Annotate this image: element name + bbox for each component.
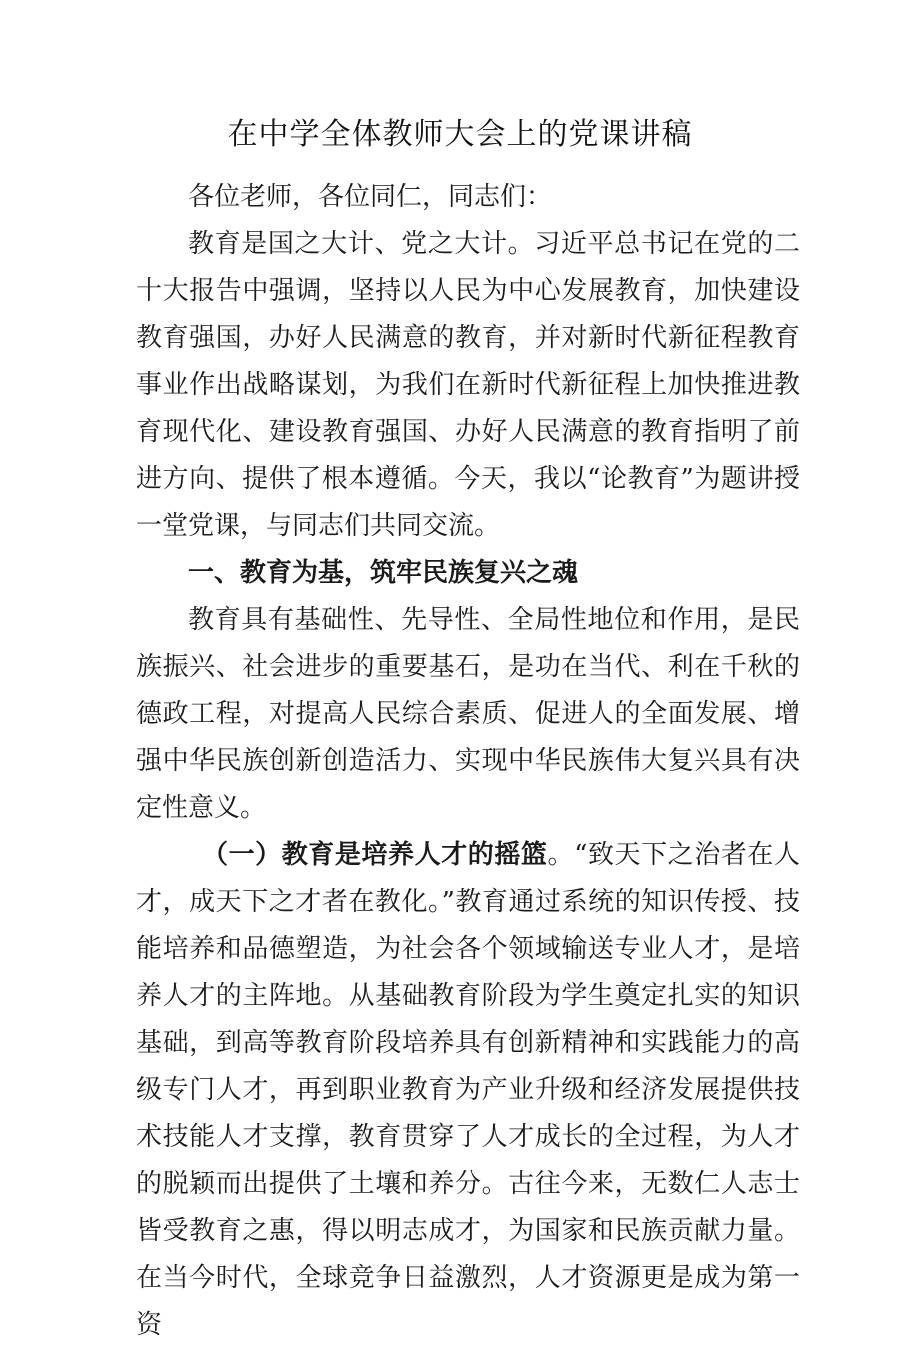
- subsection-paragraph: [136, 832, 800, 1349]
- intro-paragraph: 教育是国之大计、党之大计。习近平总书记在党的二十大报告中强调，坚持以人民为中心发展教育，加快建设教育强国，办好人民满意的教育，并对新时代新征程教育事业作出战略谋划，为我们在新时代新征程上加快推进教育现代化、建设教育强国、办好人民满意的教育指明了前进方向、提供了根本遵循。今天，我以“论教育”为题讲授一堂党课，与同志们共同交流。: [136, 229, 800, 541]
- subsection-heading: （一）教育是培养人才的摇篮: [202, 840, 548, 870]
- document-title: 在中学全体教师大会上的党课讲稿: [227, 117, 693, 152]
- greeting-paragraph: 各位老师，各位同仁，同志们：: [188, 182, 553, 212]
- document-body: [136, 174, 800, 1349]
- subsection-text: 。“致天下之治者在人才，成天下之才者在教化。”教育通过系统的知识传授、技能培养和品德塑造，为社会各个领域输送专业人才，是培养人才的主阵地。从基础教育阶段为学生奠定扎实的知识基础，到高等教育阶段培养具有创新精神和实践能力的高级专门人才，再到职业教育为产业升级和经济发展提供技术技能人才支撑，教育贯穿了人才成长的全过程，为人才的脱颖而出提供了土壤和养分。古往今来，无数仁人志士皆受教育之惠，得以明志成才，为国家和民族贡献力量。在当今时代，全球竞争日益激烈，人才资源更是成为第一资: [136, 840, 800, 1340]
- section-heading: 一、教育为基，筑牢民族复兴之魂: [188, 558, 579, 588]
- section-paragraph: 教育具有基础性、先导性、全局性地位和作用，是民族振兴、社会进步的重要基石，是功在当代、利在千秋的德政工程，对提高人民综合素质、促进人的全面发展、增强中华民族创新创造活力、实现中华民族伟大复兴具有决定性意义。: [136, 605, 800, 823]
